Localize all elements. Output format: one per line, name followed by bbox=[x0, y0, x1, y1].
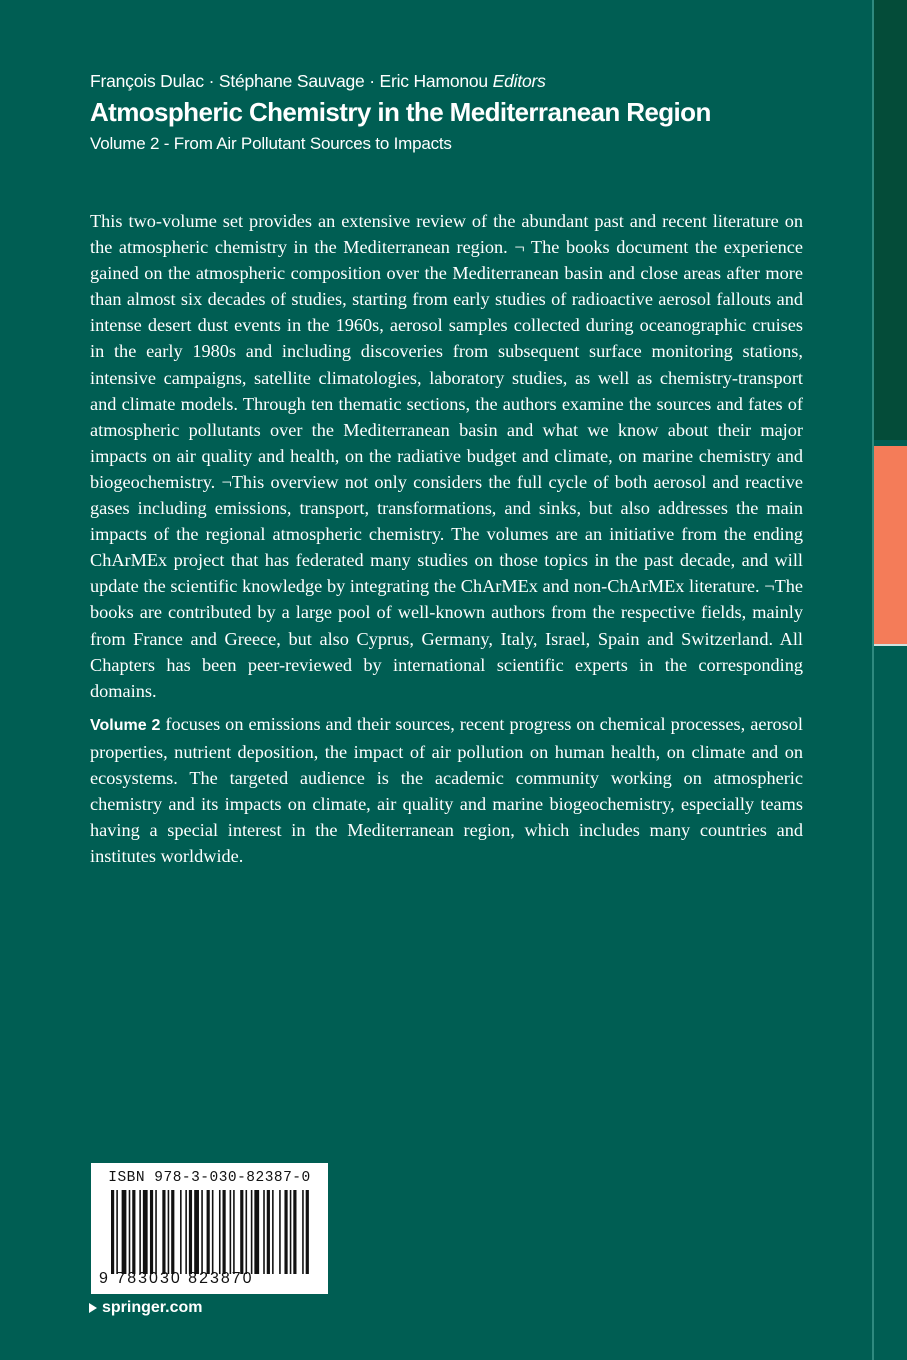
barcode-bar bbox=[284, 1190, 287, 1274]
barcode-bar bbox=[233, 1190, 235, 1274]
arrow-right-icon bbox=[89, 1303, 97, 1313]
barcode-bar bbox=[171, 1190, 174, 1274]
blurb-paragraph-1: This two-volume set provides an extensive review of the abundant past and recent literature on the atmospheric chemistry in the Mediterranean region. ¬ The books document the experience gained on the atmospheric composition over the Mediterranean basin and close areas after more than almost six decades of studies, starting from early studies of radioactive aerosol fallouts and intense desert dust events in the 1960s, aerosol samples collected during oceanographic cruises in the early 1980s and including discoveries from subsequent surface monitoring stations, intensive campaigns, satellite climatologies, laboratory studies, as well as chemistry-transport and climate models. Through ten thematic sections, the authors examine the sources and fates of atmospheric pollutants over the Mediterranean basin and what we know about their major impacts on air quality and health, on the radiative budget and climate, on marine chemistry and biogeochemistry. ¬This overview not only considers the full cycle of both aerosol and reactive gases including emissions, transport, transformations, and sinks, but also addresses the main impacts of the regional atmospheric chemistry. The volumes are an initiative from the ending ChArMEx project that has federated many studies on those topics in the past decade, and will update the scientific knowledge by integrating the ChArMEx and non-ChArMEx literature. ¬The books are contributed by a large pool of well-known authors from the respective fields, mainly from France and Greece, but also Cyprus, Germany, Italy, Israel, Spain and Switzerland. All Chapters has been peer-reviewed by international scientific experts in the corresponding domains. bbox=[90, 211, 803, 701]
blurb-paragraph-2 bbox=[90, 711, 803, 870]
barcode-bar bbox=[194, 1190, 199, 1274]
isbn-label: ISBN 978-3-030-82387-0 bbox=[108, 1170, 311, 1186]
volume-label: Volume 2 bbox=[90, 716, 161, 734]
book-subtitle: Volume 2 - From Air Pollutant Sources to Impacts bbox=[90, 134, 452, 153]
barcode-bar bbox=[162, 1190, 165, 1274]
barcode-bar bbox=[212, 1190, 214, 1274]
barcode-bar bbox=[150, 1190, 153, 1274]
barcode-bar bbox=[240, 1190, 243, 1274]
barcode-bar bbox=[230, 1190, 232, 1274]
barcode-bar bbox=[180, 1190, 182, 1274]
barcode-bar bbox=[293, 1190, 296, 1274]
barcode-bar bbox=[223, 1190, 226, 1274]
barcode-bar bbox=[279, 1190, 281, 1274]
publisher-url: springer.com bbox=[102, 1299, 203, 1316]
barcode-bar bbox=[207, 1190, 210, 1274]
editors-role: Editors bbox=[492, 71, 546, 91]
barcode-bar bbox=[302, 1190, 304, 1274]
barcode-bar bbox=[267, 1190, 270, 1274]
publisher-link[interactable] bbox=[89, 1299, 202, 1317]
barcode-bar bbox=[168, 1190, 170, 1274]
barcode-bar bbox=[251, 1190, 253, 1274]
barcode-bar bbox=[155, 1190, 157, 1274]
barcode-bar bbox=[143, 1190, 148, 1274]
barcode-bar bbox=[185, 1190, 187, 1274]
editors-names: François Dulac · Stéphane Sauvage · Eric Hamonou bbox=[90, 71, 488, 91]
spine-divider-light bbox=[874, 644, 907, 646]
spine-accent-band bbox=[874, 446, 907, 644]
barcode-bar bbox=[201, 1190, 203, 1274]
blurb bbox=[90, 208, 803, 869]
barcode-graphic bbox=[111, 1190, 311, 1274]
isbn-barcode-box bbox=[91, 1163, 328, 1294]
barcode-bar bbox=[189, 1190, 192, 1274]
barcode-bar bbox=[129, 1190, 131, 1274]
cover-header bbox=[90, 68, 850, 158]
book-title: Atmospheric Chemistry in the Mediterranean Region bbox=[90, 97, 711, 127]
barcode-bar bbox=[272, 1190, 274, 1274]
barcode-bar bbox=[132, 1190, 135, 1274]
barcode-digits: 9 783030 823870 bbox=[99, 1270, 254, 1287]
barcode-bar bbox=[122, 1190, 127, 1274]
barcode-bar bbox=[246, 1190, 248, 1274]
editors-line bbox=[90, 68, 850, 94]
barcode-bar bbox=[116, 1190, 118, 1274]
barcode-bar bbox=[290, 1190, 292, 1274]
barcode-bar bbox=[306, 1190, 309, 1274]
barcode-bar bbox=[111, 1190, 114, 1274]
blurb-paragraph-2-text: focuses on emissions and their sources, recent progress on chemical processes, aerosol properties, nutrient deposition, the impact of air pollution on human health, on climate and on ecosystems. The targeted audience is the academic community working on atmospheric chemistry and its impacts on climate, air quality and marine biogeochemistry, especially teams having a special interest in the Mediterranean region, which includes many countries and institutes worldwide. bbox=[90, 713, 804, 867]
barcode-bar bbox=[263, 1190, 265, 1274]
spine-strip bbox=[872, 0, 907, 1360]
barcode-bar bbox=[219, 1190, 221, 1274]
barcode-bar bbox=[139, 1190, 141, 1274]
barcode-bar bbox=[254, 1190, 259, 1274]
spine-dark-band bbox=[874, 0, 907, 440]
